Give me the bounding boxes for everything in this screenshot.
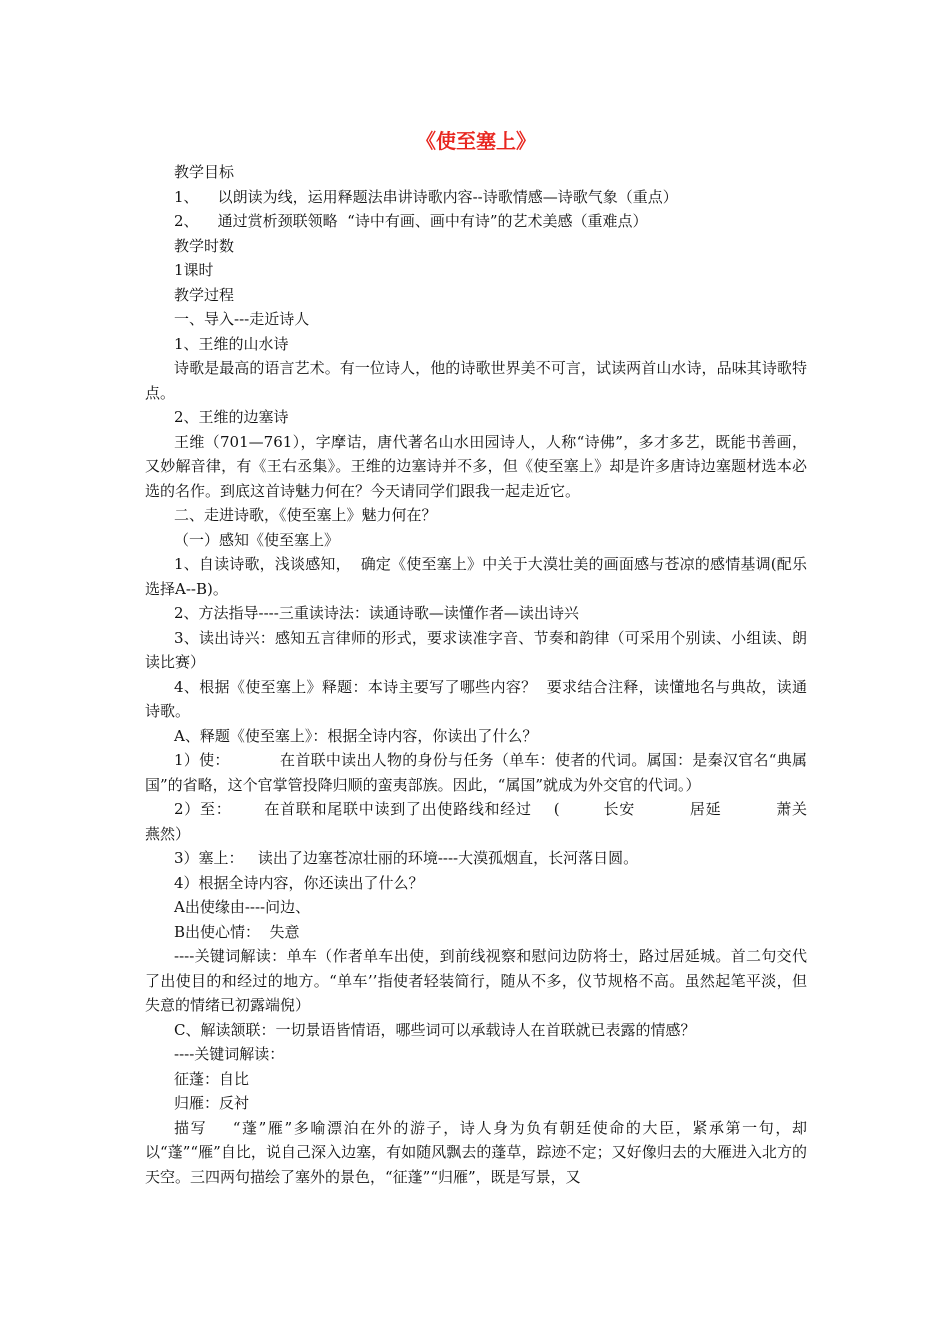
item-question-4: 4）根据全诗内容，你还读出了什么？ (174, 873, 424, 892)
section-heading-2: 二、走进诗歌，《使至塞上》魅力何在？ (174, 506, 437, 524)
document-page (145, 120, 893, 1189)
keyword-zhengpeng: 征蓬：自比 (174, 1069, 250, 1088)
subheading-landscape-poems: 1、王维的山水诗 (174, 334, 289, 353)
document-title: 《使至塞上》 (416, 129, 536, 153)
teaching-hours-value: 1课时 (174, 261, 214, 279)
subsection-perceive: （一）感知《使至塞上》 (174, 530, 340, 549)
paragraph-step-1: 1、自读诗歌，浅谈感知， 确定《使至塞上》中关于大漠壮美的画面感与苍凉的感情基调(配乐选择A--B)。 (145, 555, 807, 598)
paragraph-step-4: 4、根据《使至塞上》释题：本诗主要写了哪些内容？ 要求结合注释，读懂地名与典故，读通诗歌。 (145, 677, 807, 720)
heading-teaching-hours: 教学时数 (174, 236, 235, 255)
paragraph-intro: 诗歌是最高的语言艺术。有一位诗人，他的诗歌世界美不可言，试读两首山水诗，品味其诗歌特点。 (145, 359, 807, 402)
heading-teaching-goals: 教学目标 (174, 163, 235, 181)
paragraph-wang-wei: 王维（701—761），字摩诘，唐代著名山水田园诗人，人称“诗佛”，多才多艺，既能书善画，又妙解音律，有《王右丞集》。王维的边塞诗并不多，但《使至塞上》却是许多唐诗边塞题材选本必选的名作。到底这首诗魅力何在？今天请同学们跟我一起走近它。 (145, 432, 807, 500)
paragraph-keyword-danche: ----关键词解读：单车（作者单车出使，到前线视察和慰问边防将士，路过居延城。首二句交代了出使目的和经过的地方。“单车’’指使者轻装简行，随从不多，仪节规格不高。虽然起笔平淡，但失意的情绪已初露端倪） (145, 947, 807, 1014)
item-c-hanlian: C、解读颔联：一切景语皆情语，哪些词可以承载诗人在首联就已表露的情感？ (174, 1020, 696, 1039)
paragraph-step-2: 2、方法指导----三重读诗法：读通诗歌—读懂作者—读出诗兴 (174, 604, 579, 622)
heading-teaching-process: 教学过程 (174, 285, 235, 304)
section-heading-1: 一、导入---走近诗人 (174, 310, 310, 328)
keyword-heading: ----关键词解读： (174, 1045, 285, 1063)
item-shi: 1）使： 在首联中读出人物的身份与任务（单车：使者的代词。属国：是秦汉官名“典属国”的省略，这个官掌管投降归顺的蛮夷部族。因此，“属国”就成为外交官的代词。） (145, 751, 807, 794)
paragraph-step-3: 3、读出诗兴：感知五言律师的形式，要求读准字音、节奏和韵律（可采用个别读、小组读、朗读比赛） (145, 628, 807, 671)
item-mood: B出使心情： 失意 (174, 922, 300, 941)
keyword-guiyan: 归雁：反衬 (174, 1094, 250, 1112)
item-zhi: 2）至： 在首联和尾联中读到了出使路线和经过 ( 长安 居延 萧关 燕然） (145, 800, 893, 843)
goal-item-2: 2、 通过赏析颈联领略 “诗中有画、画中有诗”的艺术美感（重难点） (174, 212, 648, 230)
item-saishang: 3）塞上： 读出了边塞苍凉壮丽的环境----大漠孤烟直，长河落日圆。 (174, 849, 639, 867)
item-reason: A出使缘由----问边、 (174, 898, 311, 916)
paragraph-description: 描写 “蓬”雁”多喻漂泊在外的游子，诗人身为负有朝廷使命的大臣，紧承第一句，却以“蓬”“雁”自比，说自己深入边塞，有如随风飘去的蓬草，踪迹不定；又好像归去的大雁进入北方的天空。三四两句描绘了塞外的景色，“征蓬”“归雁”，既是写景，又 (145, 1118, 807, 1186)
subheading-frontier-poems: 2、王维的边塞诗 (174, 408, 289, 426)
goal-item-1: 1、 以朗读为线，运用释题法串讲诗歌内容--诗歌情感—诗歌气象（重点） (174, 187, 678, 206)
item-a-title-analysis: A、释题《使至塞上》：根据全诗内容，你读出了什么？ (174, 726, 538, 745)
